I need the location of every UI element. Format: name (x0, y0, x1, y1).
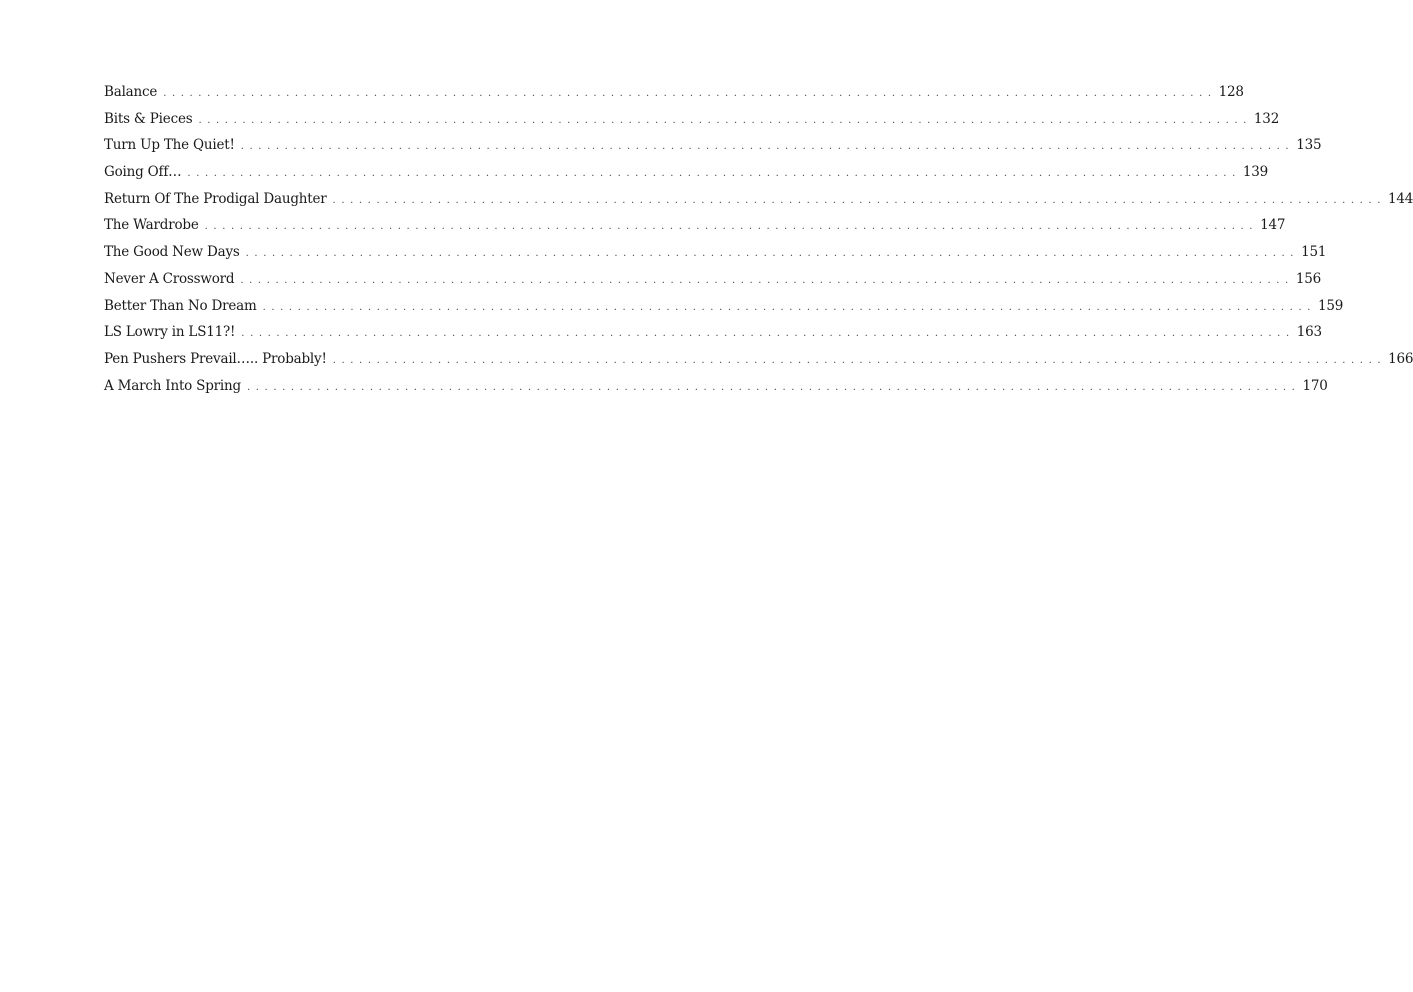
toc-entry-page: 163 (1296, 324, 1322, 341)
toc-entry-title: Pen Pushers Prevail….. Probably! (104, 350, 327, 367)
toc-entry-page: 147 (1260, 217, 1286, 234)
toc-dot-leader: ........................................................................................................................ (241, 328, 1295, 340)
toc-dot-leader: ........................................................................................................................ (332, 194, 1386, 206)
toc-entry-page: 159 (1318, 297, 1344, 314)
toc-dot-leader: ........................................................................................................................ (187, 168, 1241, 180)
toc-dot-leader: ........................................................................................................................ (240, 274, 1294, 286)
toc-dot-leader: ........................................................................................................................ (332, 354, 1387, 366)
toc-entry-page: 151 (1301, 244, 1327, 261)
toc-entry-page: 156 (1295, 270, 1321, 287)
toc-entry-title: Bits & Pieces (104, 110, 193, 127)
toc-dot-leader: ........................................................................................................................ (240, 141, 1295, 153)
toc-dot-leader: ........................................................................................................................ (262, 301, 1317, 313)
toc-entry-title: Never A Crossword (104, 270, 235, 287)
toc-entry (104, 244, 1327, 271)
toc-entry-title: The Wardrobe (104, 217, 199, 234)
toc-entry (104, 84, 1244, 111)
toc-entry-title: A March Into Spring (104, 377, 241, 394)
toc-entry-page: 144 (1388, 190, 1413, 207)
toc-entry-page: 170 (1302, 377, 1328, 394)
toc-entry-title: Turn Up The Quiet! (104, 137, 235, 154)
toc-entry (104, 350, 1413, 378)
toc-dot-leader: ........................................................................................................................ (245, 248, 1300, 260)
toc-entry (104, 324, 1322, 351)
toc-entry (104, 377, 1328, 405)
toc-entry-title: Better Than No Dream (104, 297, 257, 314)
toc-entry (104, 270, 1321, 298)
table-of-contents (104, 84, 1413, 404)
toc-dot-leader: ........................................................................................................................ (204, 221, 1259, 233)
toc-entry-page: 132 (1253, 110, 1280, 127)
toc-dot-leader: ........................................................................................................................ (198, 114, 1252, 126)
toc-entry-title: LS Lowry in LS11?! (104, 324, 236, 341)
toc-entry-title: Return Of The Prodigal Daughter (104, 190, 327, 207)
toc-entry (104, 297, 1344, 325)
toc-entry-title: Going Off… (104, 164, 182, 181)
toc-entry (104, 164, 1269, 191)
toc-entry-title: Balance (104, 84, 158, 100)
toc-dot-leader: ........................................................................................................................ (246, 381, 1301, 393)
toc-entry-title: The Good New Days (104, 244, 240, 261)
toc-entry-page: 135 (1296, 137, 1322, 154)
toc-entry (104, 190, 1413, 218)
toc-entry-page: 139 (1242, 164, 1269, 181)
toc-entry (104, 217, 1286, 244)
toc-entry (104, 110, 1280, 138)
toc-entry-page: 128 (1218, 84, 1244, 100)
toc-dot-leader: ........................................................................................................................ (163, 88, 1217, 99)
toc-entry (104, 137, 1322, 164)
toc-entry-page: 166 (1388, 350, 1413, 367)
